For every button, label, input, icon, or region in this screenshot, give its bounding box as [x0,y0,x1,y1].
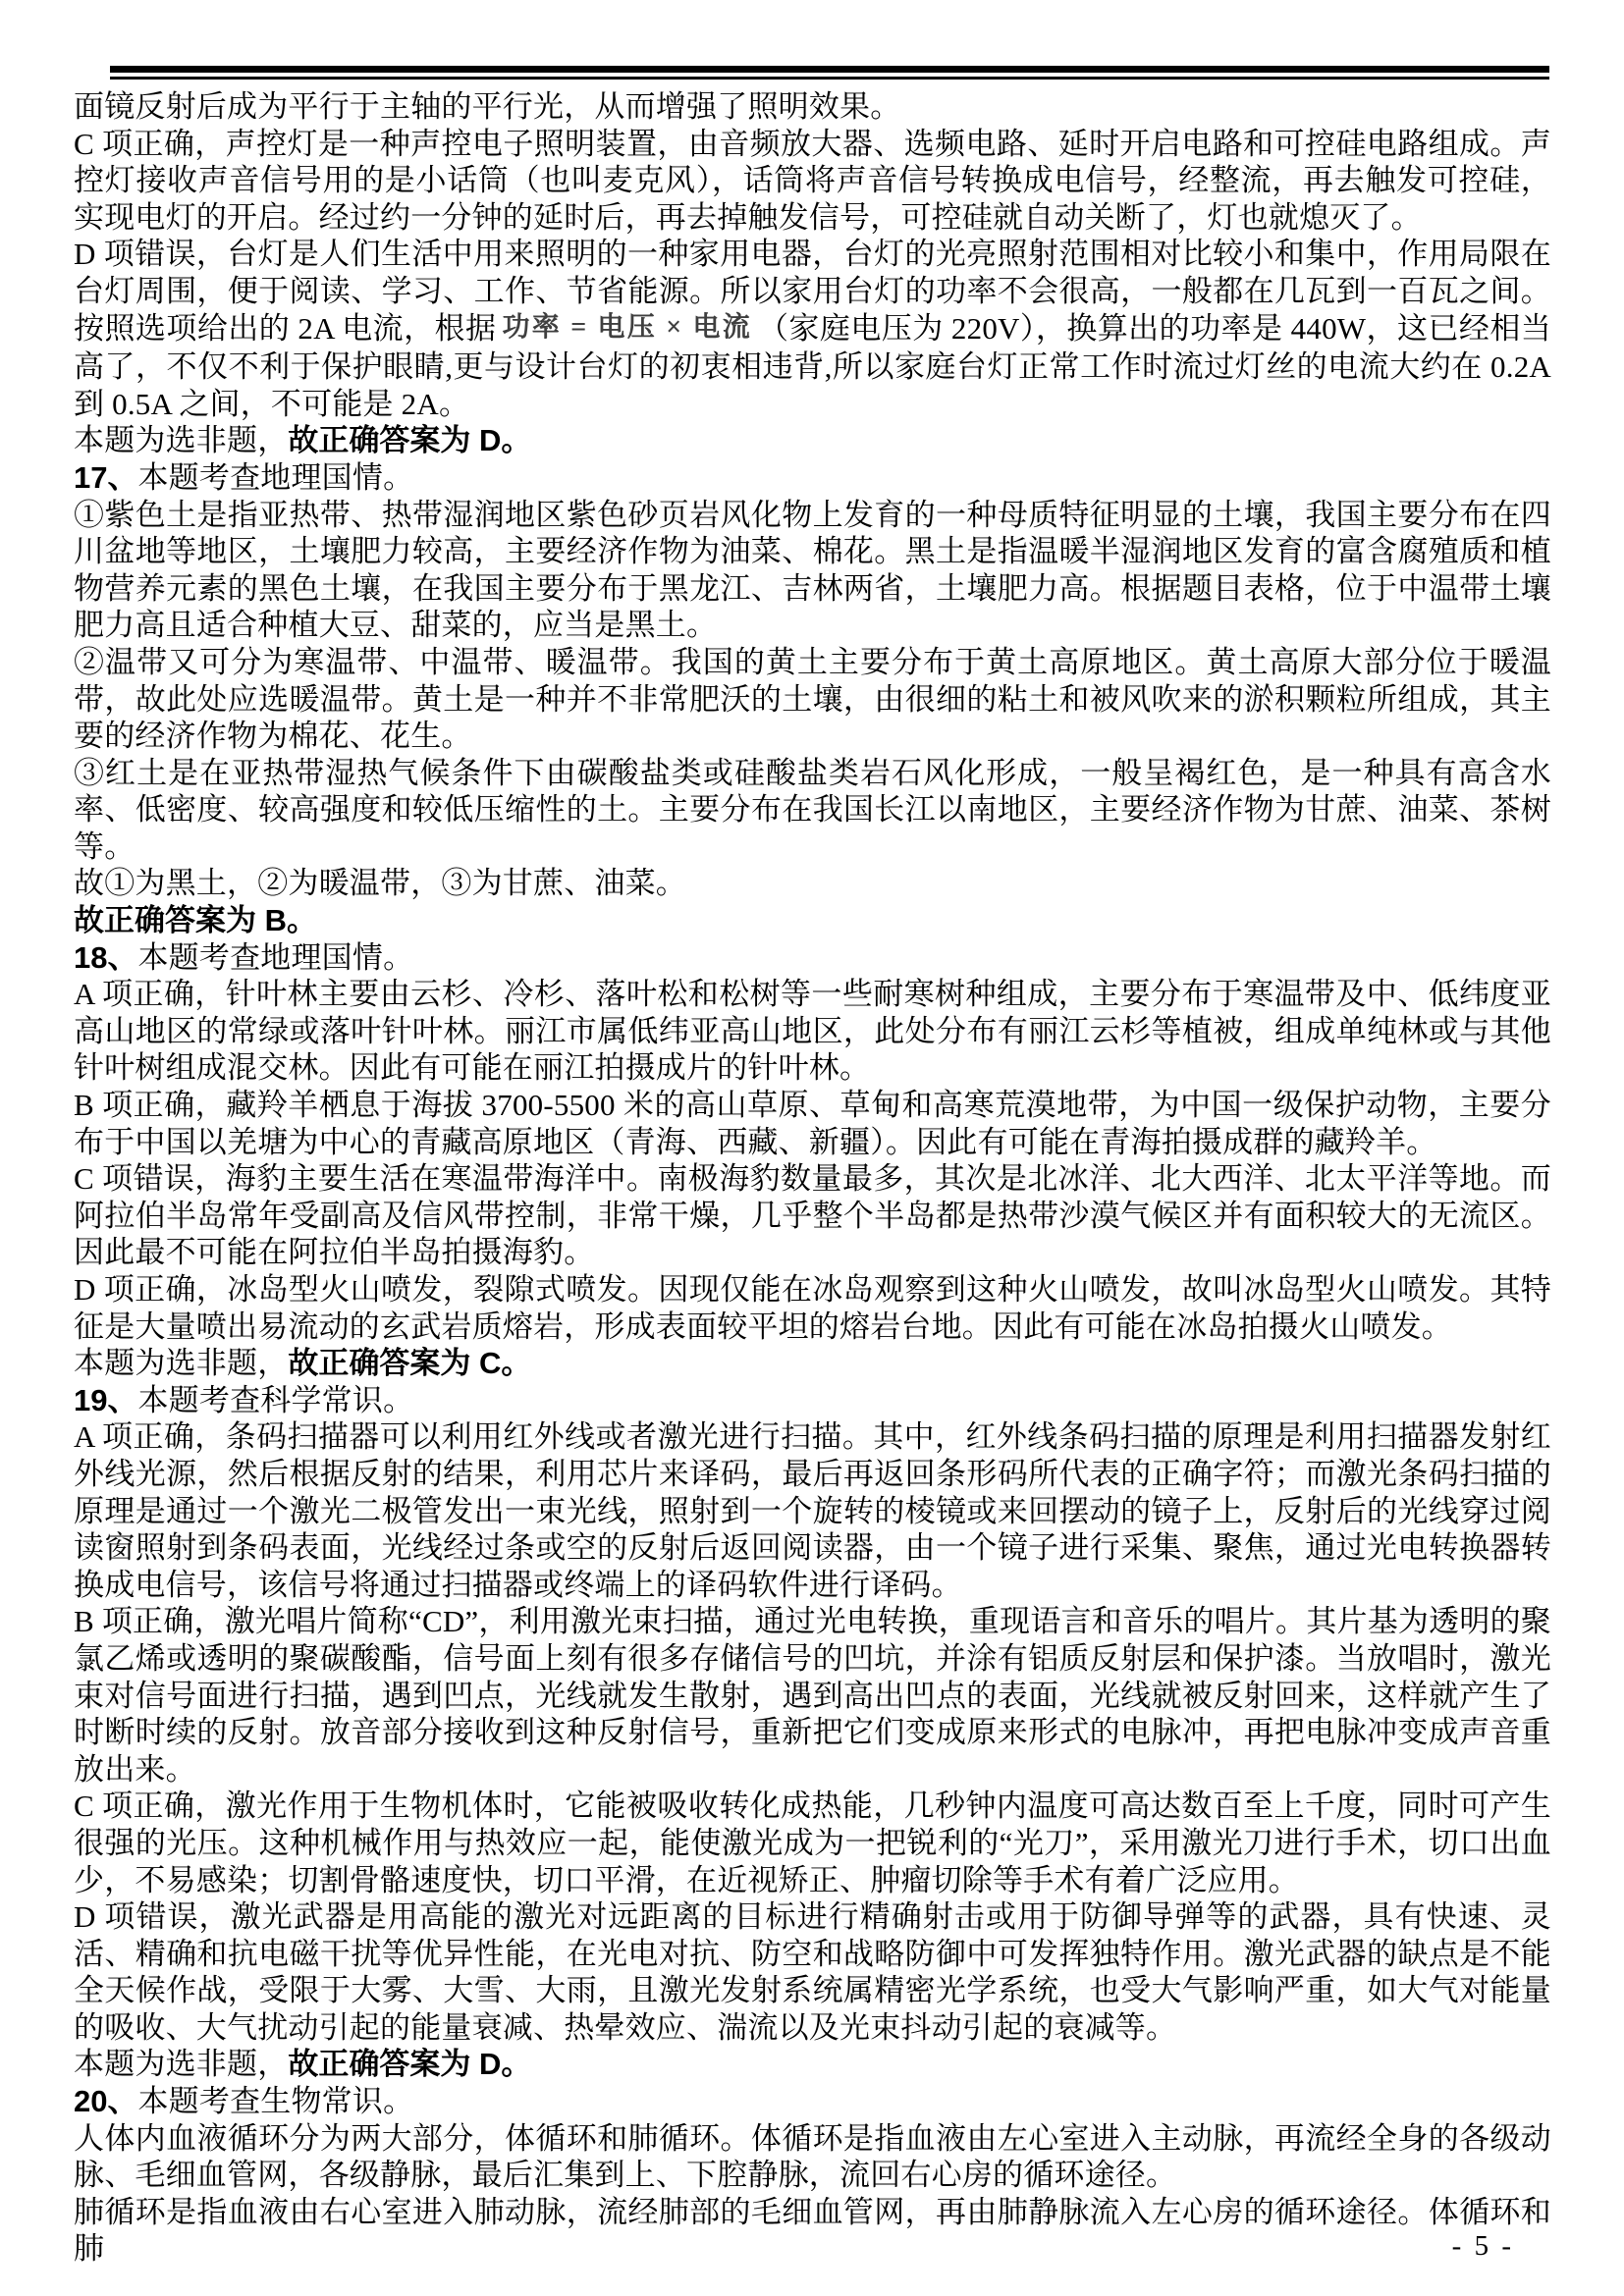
page-number: - 5 - [1451,2230,1514,2262]
paragraph [74,2046,1551,2083]
text-run: C 项错误，海豹主要生活在寒温带海洋中。南极海豹数量最多，其次是北冰洋、北大西洋、北太平洋等地。而阿拉伯半岛常年受副高及信风带控制，非常干燥，几乎整个半岛都是热带沙漠气候区并有面积较大的无流区。因此最不可能在阿拉伯半岛拍摄海豹。 [74,1161,1551,1270]
text-run: B 项正确，激光唱片简称“CD”，利用激光束扫描，通过光电转换，重现语言和音乐的唱片。其片基为透明的聚氯乙烯或透明的聚碳酸酯，信号面上刻有很多存储信号的凹坑，并涂有铝质反射层和保护漆。当放唱时，激光束对信号面进行扫描，遇到凹点，光线就发生散射，遇到高出凹点的表面，光线就被反射回来，这样就产生了时断时续的反射。放音部分接收到这种反射信号，重新把它们变成原来形式的电脉冲，再把电脉冲变成声音重放出来。 [74,1604,1551,1787]
text-run: C 项正确，激光作用于生物机体时，它能被吸收转化成热能，几秒钟内温度可高达数百至上千度，同时可产生很强的光压。这种机械作用与热效应一起，能使激光成为一把锐利的“光刀”，采用激光刀进行手术，切口出血少，不易感染；切割骨骼速度快，切口平滑，在近视矫正、肿瘤切除等手术有着广泛应用。 [74,1789,1551,1897]
text-run: 面镜反射后成为平行于主轴的平行光，从而增强了照明效果。 [74,89,901,124]
paragraph [74,865,1551,902]
paragraph [74,88,1551,126]
paragraph [74,1382,1551,1419]
bold-text-run: 故正确答案为 D。 [288,423,532,458]
text-run: A 项正确，针叶林主要由云杉、冷杉、落叶松和松树等一些耐寒树种组成，主要分布于寒温带及中、低纬度亚高山地区的常绿或落叶针叶林。丽江市属低纬亚高山地区，此处分布有丽江云杉等植被，组成单纯林或与其他针叶树组成混交林。因此有可能在丽江拍摄成片的针叶林。 [74,977,1551,1086]
text-run: 本题考查地理国情。 [137,939,414,975]
text-run: 人体内血液循环分为两大部分，体循环和肺循环。体循环是指血液由左心室进入主动脉，再流经全身的各级动脉、毛细血管网，各级静脉，最后汇集到上、下腔静脉，流回右心房的循环途径。 [74,2120,1551,2193]
paragraph [74,2194,1551,2268]
paragraph [74,2120,1551,2194]
text-run: A 项正确，条码扫描器可以利用红外线或者激光进行扫描。其中，红外线条码扫描的原理是利用扫描器发射红外线光源，然后根据反射的结果，利用芯片来译码，最后再返回条形码所代表的正确字符；而激光条码扫描的原理是通过一个激光二极管发出一束光线，照射到一个旋转的棱镜或来回摆动的镜子上，反射后的光线穿过阅读窗照射到条码表面，光线经过条或空的反射后返回阅读器，由一个镜子进行采集、聚焦，通过光电转换器转换成电信号，该信号将通过扫描器或终端上的译码软件进行译码。 [74,1419,1551,1602]
text-run: ③红土是在亚热带湿热气候条件下由碳酸盐类或硅酸盐类岩石风化形成，一般呈褐红色，是一种具有高含水率、低密度、较高强度和较低压缩性的土。主要分布在我国长江以南地区，主要经济作物为甘蔗、油菜、茶树等。 [74,755,1551,864]
bold-text-run: 19、 [74,1382,138,1417]
paragraph [74,1418,1551,1603]
text-run: 本题考查地理国情。 [137,459,414,495]
paragraph [74,422,1551,459]
paragraph [74,1160,1551,1271]
text-run: （家庭电压为 220V），换算出的功率是 440W，这已经相当高了，不仅不利于保护眼睛,更与设计台灯的初衷相违背,所以家庭台灯正常工作时流过灯丝的电流大约在 0.2A 到 0.5A 之间，不可能是 2A。 [74,310,1551,421]
header-rule-thick [110,66,1549,73]
text-run: 本题为选非题， [74,1346,289,1381]
paragraph [74,1788,1551,1898]
paragraph [74,2083,1551,2120]
bold-text-run: 18、 [74,939,138,975]
text-run: D 项错误，台灯是人们生活中用来照明的一种家用电器，台灯的光亮照射范围相对比较小和集中，作用局限在台灯周围，便于阅读、学习、工作、节省能源。所以家用台灯的功率不会很高，一般都在几瓦到一百瓦之间。按照选项给出的 2A 电流，根据 [74,237,1551,346]
paragraph [74,902,1551,939]
text-run: D 项错误，激光武器是用高能的激光对远距离的目标进行精确射击或用于防御导弹等的武器，具有快速、灵活、精确和抗电磁干扰等优异性能，在光电对抗、防空和战略防御中可发挥独特作用。激光武器的缺点是不能全天候作战，受限于大雾、大雪、大雨，且激光发射系统属精密光学系统，也受大气影响严重，如大气对能量的吸收、大气扰动引起的能量衰减、热晕效应、湍流以及光束抖动引起的衰减等。 [74,1899,1551,2045]
paragraph [74,126,1551,237]
text-run: 本题为选非题， [74,423,289,458]
paragraph [74,1087,1551,1160]
paragraph [74,497,1551,644]
paragraph [74,1603,1551,1788]
paragraph [74,976,1551,1087]
paragraph [74,459,1551,497]
bold-text-run: 故正确答案为 C。 [288,1346,532,1381]
paragraph [74,236,1551,422]
paragraph [74,1345,1551,1382]
paragraph [74,755,1551,866]
bold-text-run: 20、 [74,2084,138,2119]
text-run: 本题考查生物常识。 [137,2084,414,2119]
text-run: ②温带又可分为寒温带、中温带、暖温带。我国的黄土主要分布于黄土高原地区。黄土高原大部分位于暖温带，故此处应选暖温带。黄土是一种并不非常肥沃的土壤，由很细的粘土和被风吹来的淤积颗粒所组成，其主要的经济作物为棉花、花生。 [74,644,1551,754]
text-run: 本题为选非题， [74,2047,289,2082]
text-run: 故①为黑土，②为暖温带，③为甘蔗、油菜。 [74,866,686,901]
document-body [74,88,1551,2268]
header-rule-thin [110,77,1549,80]
text-run: B 项正确，藏羚羊栖息于海拔 3700-5500 米的高山草原、草甸和高寒荒漠地带，为中国一级保护动物，主要分布于中国以羌塘为中心的青藏高原地区（青海、西藏、新疆）。因此有可能在青海拍摄成群的藏羚羊。 [74,1088,1551,1159]
formula-power-equation: 功率 = 电压 × 电流 [502,311,752,343]
bold-text-run: 故正确答案为 D。 [288,2047,532,2082]
bold-text-run: 17、 [74,459,138,495]
text-run: C 项正确，声控灯是一种声控电子照明装置，由音频放大器、选频电路、延时开启电路和可控硅电路组成。声控灯接收声音信号用的是小话筒（也叫麦克风），话筒将声音信号转换成电信号，经整流，再去触发可控硅，实现电灯的开启。经过约一分钟的延时后，再去掉触发信号，可控硅就自动关断了，灯也就熄灭了。 [74,126,1551,235]
text-run: 本题考查科学常识。 [137,1382,414,1417]
paragraph [74,1898,1551,2046]
paragraph [74,1271,1551,1345]
text-run: 肺循环是指血液由右心室进入肺动脉，流经肺部的毛细血管网，再由肺静脉流入左心房的循环途径。体循环和肺 [74,2194,1551,2267]
paragraph [74,644,1551,755]
paragraph [74,939,1551,977]
bold-text-run: 故正确答案为 B。 [74,903,317,938]
text-run: ①紫色土是指亚热带、热带湿润地区紫色砂页岩风化物上发育的一种母质特征明显的土壤，我国主要分布在四川盆地等地区，土壤肥力较高，主要经济作物为油菜、棉花。黑土是指温暖半湿润地区发育的富含腐殖质和植物营养元素的黑色土壤，在我国主要分布于黑龙江、吉林两省，土壤肥力高。根据题目表格，位于中温带土壤肥力高且适合种植大豆、甜菜的，应当是黑土。 [74,497,1551,643]
text-run: D 项正确，冰岛型火山喷发，裂隙式喷发。因现仅能在冰岛观察到这种火山喷发，故叫冰岛型火山喷发。其特征是大量喷出易流动的玄武岩质熔岩，形成表面较平坦的熔岩台地。因此有可能在冰岛拍摄火山喷发。 [74,1272,1551,1344]
